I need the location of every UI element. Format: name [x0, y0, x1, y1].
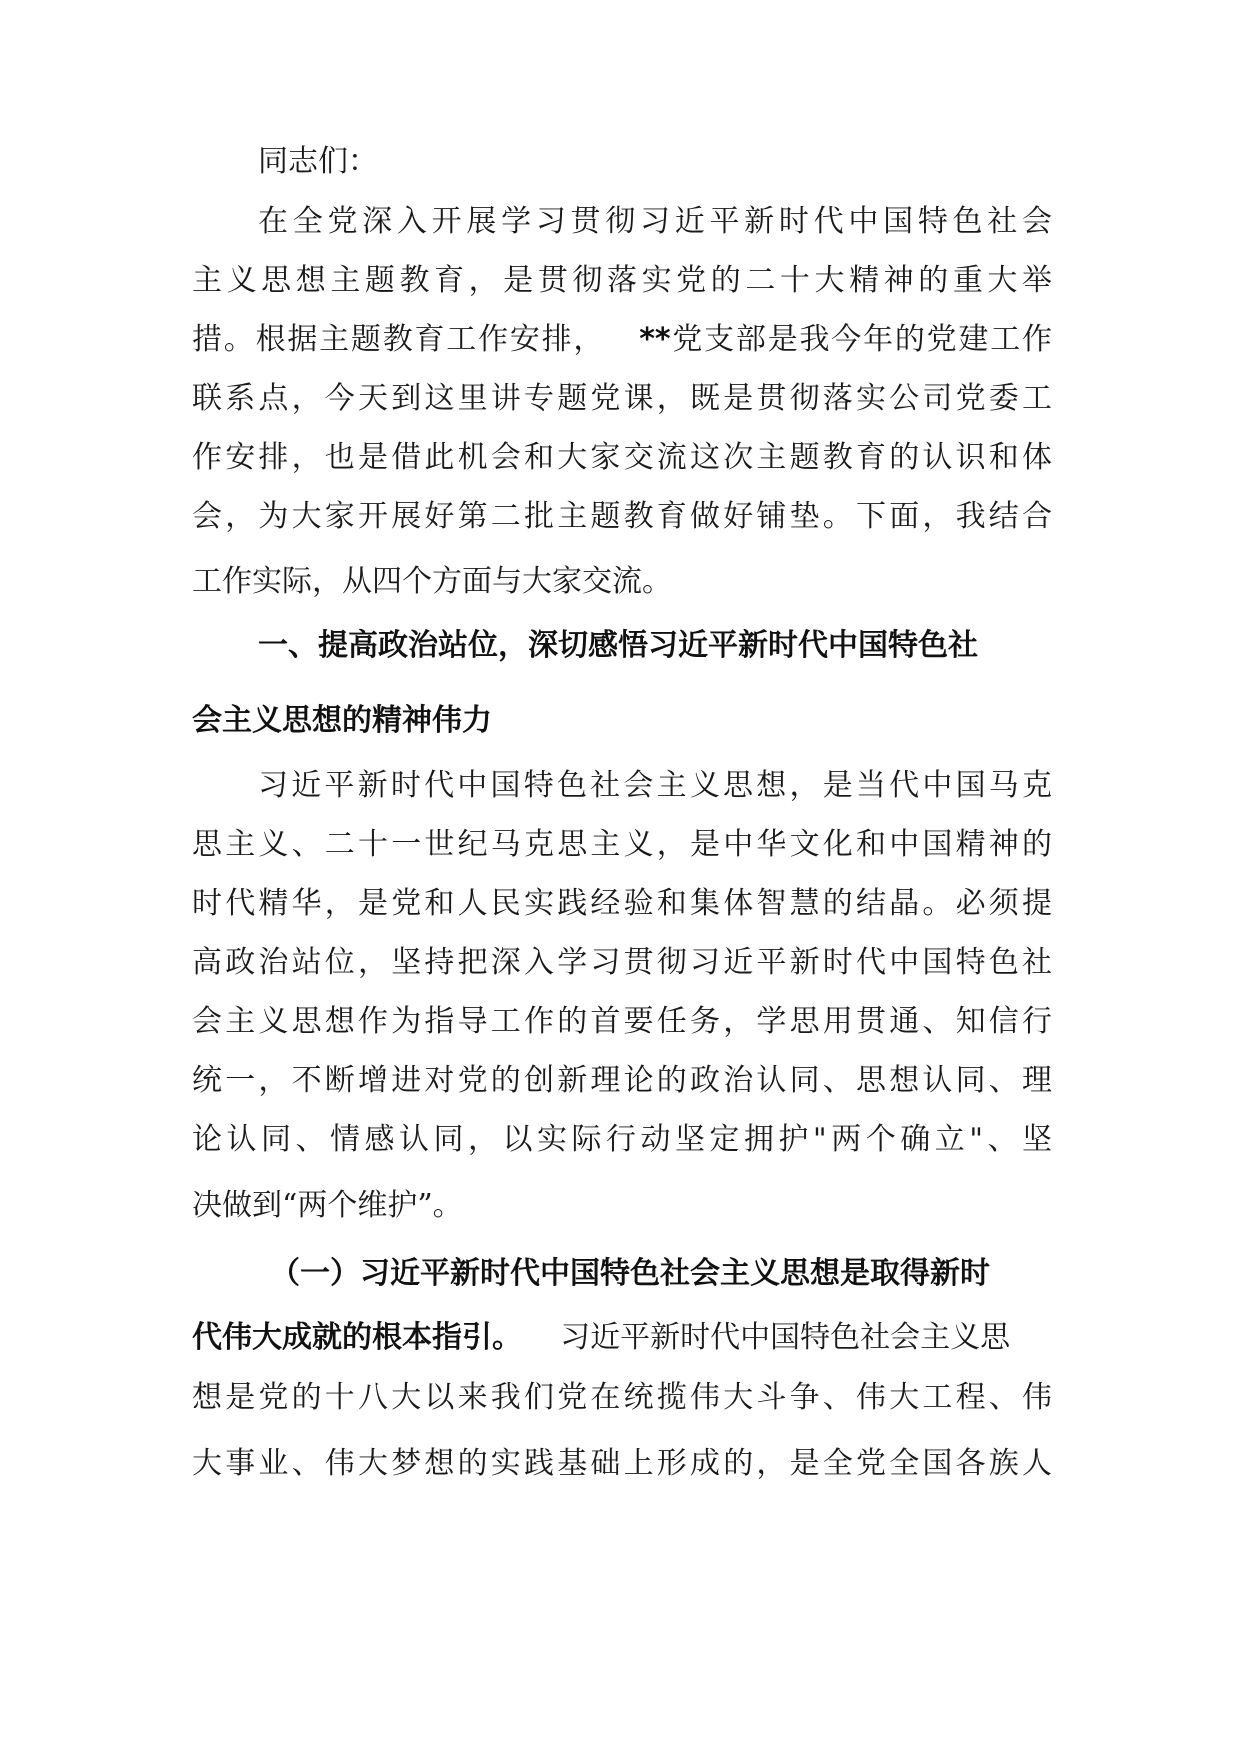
para-1-line-2: 思主义、二十一世纪马克思主义，是中华文化和中国精神的 — [192, 827, 1052, 862]
intro-line-6: 会，为大家开展好第二批主题教育做好铺垫。下面，我结合 — [192, 499, 1052, 534]
intro-line-4: 联系点，今天到这里讲专题党课，既是贯彻落实公司党委工 — [192, 381, 1052, 416]
salutation: 同志们： — [258, 144, 378, 179]
subsection-1-body-line-4: 大事业、伟大梦想的实践基础上形成的，是全党全国各族人 — [192, 1446, 1052, 1481]
intro-line-1: 在全党深入开展学习贯彻习近平新时代中国特色社会 — [258, 204, 1052, 239]
subsection-1-line-2 — [192, 1314, 1052, 1362]
section-1-heading-line-2: 会主义思想的精神伟力 — [192, 703, 492, 738]
para-1-line-5: 会主义思想作为指导工作的首要任务，学思用贯通、知信行 — [192, 1004, 1052, 1039]
intro-line-3-a: 措。根据主题教育工作安排， — [192, 322, 606, 357]
section-1-heading-line-1: 一、提高政治站位，深切感悟习近平新时代中国特色社 — [258, 628, 978, 663]
subsection-1-body-line-2: 习近平新时代中国特色社会主义思 — [560, 1320, 1011, 1355]
intro-line-3 — [192, 316, 1052, 364]
para-1-line-8: 决做到“两个维护”。 — [192, 1188, 463, 1223]
para-1-line-7: 论认同、情感认同，以实际行动坚定拥护"两个确立"、坚 — [192, 1122, 1052, 1157]
subsection-1-heading-line-1: （一）习近平新时代中国特色社会主义思想是取得新时 — [270, 1256, 990, 1291]
intro-line-3-c: 党支部是我今年的党建工作 — [670, 322, 1053, 357]
subsection-1-heading-line-2: 代伟大成就的根本指引。 — [192, 1320, 522, 1355]
redacted-branch-marker: ** — [639, 322, 671, 357]
subsection-1-body-line-3: 想是党的十八大以来我们党在统揽伟大斗争、伟大工程、伟 — [192, 1380, 1052, 1415]
intro-line-5: 作安排，也是借此机会和大家交流这次主题教育的认识和体 — [192, 440, 1052, 475]
para-1-line-3: 时代精华，是党和人民实践经验和集体智慧的结晶。必须提 — [192, 886, 1052, 921]
para-1-line-6: 统一，不断增进对党的创新理论的政治认同、思想认同、理 — [192, 1063, 1052, 1098]
para-1-line-4: 高政治站位，坚持把深入学习贯彻习近平新时代中国特色社 — [192, 945, 1052, 980]
intro-line-7: 工作实际，从四个方面与大家交流。 — [192, 564, 672, 599]
para-1-line-1: 习近平新时代中国特色社会主义思想，是当代中国马克 — [258, 768, 1052, 803]
intro-line-2: 主义思想主题教育，是贯彻落实党的二十大精神的重大举 — [192, 263, 1052, 298]
